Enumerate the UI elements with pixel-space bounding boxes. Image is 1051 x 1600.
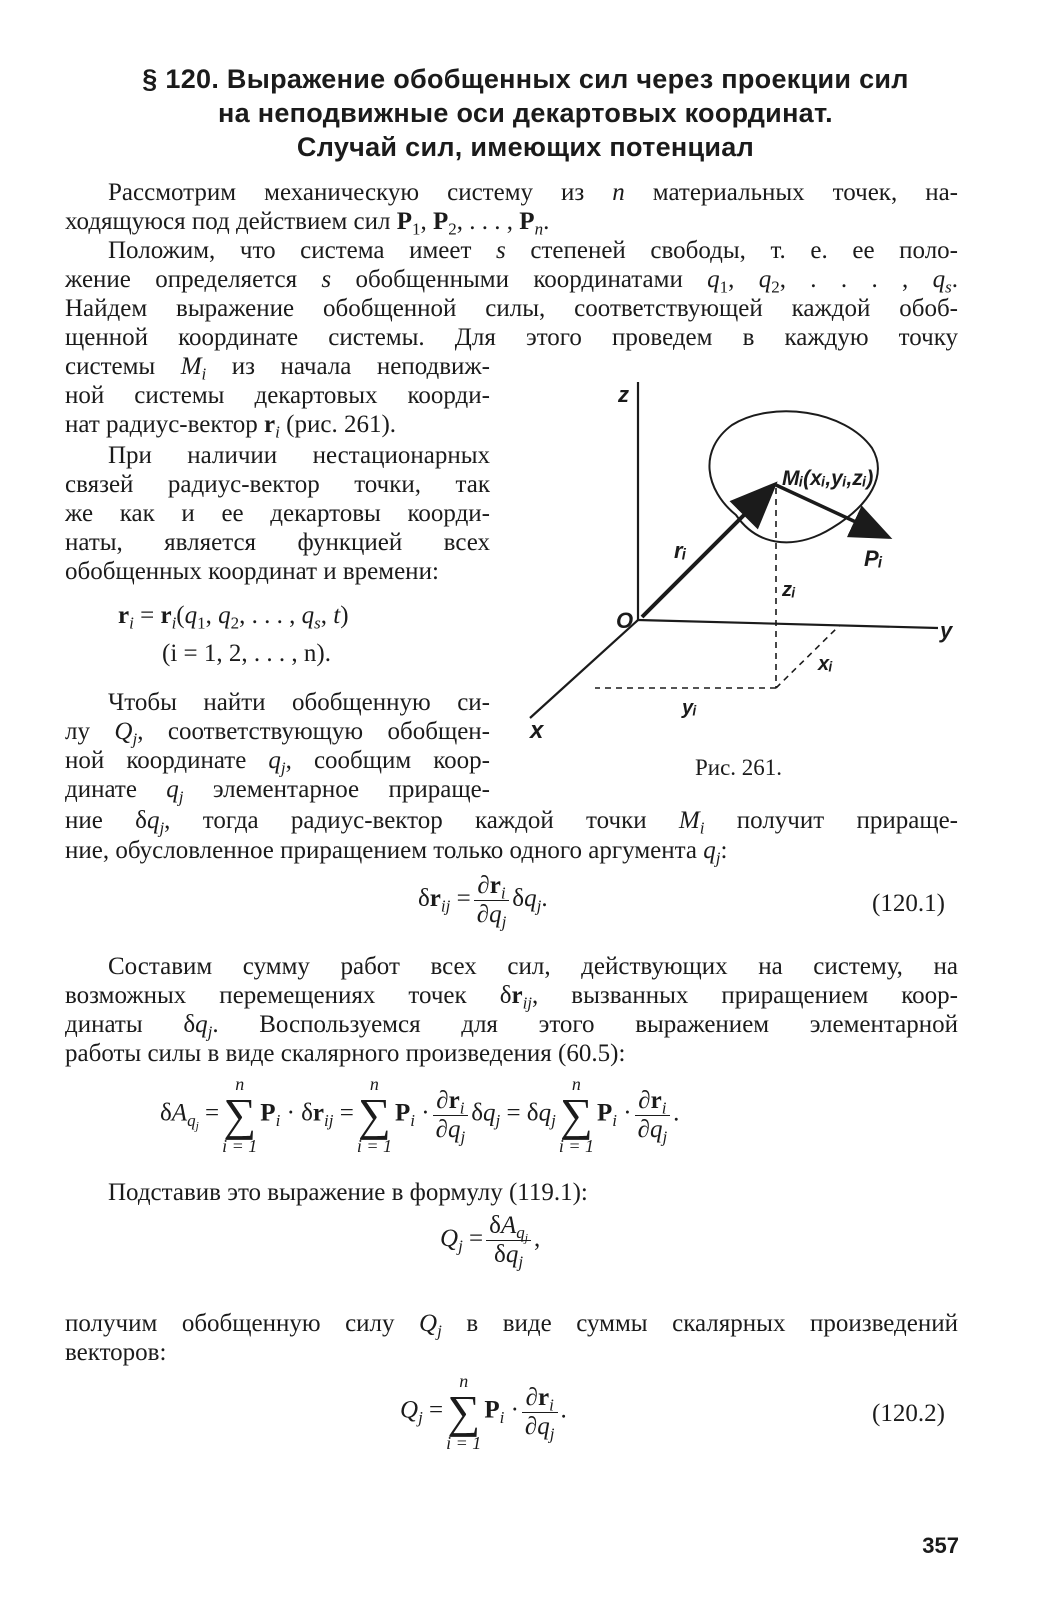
equation-virtual-work: $\delta A_{q_j}$ = n ∑ i = 1 $P_i \cdot \delta r_{ij}$ = n ∑ i = 1 $P_i$ · $\frac{\partial r_i}{\partial q_j}$ $\delta q_j = \delta q_j$ n ∑ i = 1 $P_i$ · $\frac{\partial r_i}{\partial q_j}$ . xyxy=(160,1074,680,1156)
text-line: динате $q_j$ элементарное прираще- xyxy=(65,776,490,807)
text-line: обобщенных координат и времени: xyxy=(65,558,439,585)
y-coordinate-label: yᵢ xyxy=(682,697,697,719)
origin-label: O xyxy=(616,608,634,633)
x-axis xyxy=(530,620,638,718)
figure-261 xyxy=(500,370,970,750)
text-line: связей радиус-вектор точки, так xyxy=(65,471,490,498)
text-line: Найдем выражение обобщенной силы, соответствующей каждой обоб- xyxy=(65,295,958,322)
equation-number: (120.2) xyxy=(872,1400,945,1427)
text-line: лу $Q_j$, соответствующую обобщен- xyxy=(65,718,490,749)
y-axis-label: y xyxy=(940,618,953,643)
text-line: динаты $\delta q_j$. Воспользуемся для этого выражением элементарной xyxy=(65,1011,958,1042)
text-line: При наличии нестационарных xyxy=(108,442,490,469)
text-line: нат радиус-вектор $r_i$ (рис. 261). xyxy=(65,411,397,442)
text-line: векторов: xyxy=(65,1339,167,1366)
text-line: системы $M_i$ из начала неподвиж- xyxy=(65,353,490,384)
text-line: Рассмотрим механическую систему из n материальных точек, на- xyxy=(108,179,959,206)
section-heading-line-3: Случай сил, имеющих потенциал xyxy=(296,132,755,162)
text-line: ходящуюся под действием сил $P_1$, $P_2$, . . . , $P_n$. xyxy=(65,208,550,239)
text-line: Составим сумму работ всех сил, действующих на систему, на xyxy=(108,953,958,980)
radius-vector-label: rᵢ xyxy=(674,538,687,563)
z-coordinate-label: zᵢ xyxy=(782,579,796,601)
text-line: Подставив это выражение в формулу (119.1): xyxy=(108,1179,588,1206)
z-axis-label: z xyxy=(618,382,629,407)
force-label: Pᵢ xyxy=(864,546,883,571)
text-line: же как и ее декартовы коорди- xyxy=(65,500,490,527)
y-axis xyxy=(638,620,938,628)
section-heading-line-1: § 120. Выражение обобщенных сил через проекции сил xyxy=(142,64,909,94)
text-line: ной системы декартовых коорди- xyxy=(65,382,490,409)
page-number: 357 xyxy=(922,1533,959,1558)
text-line: ной координате $q_j$, сообщим коор- xyxy=(65,747,490,778)
equation-number: (120.1) xyxy=(872,890,945,917)
x-coordinate-label: xᵢ xyxy=(818,653,833,675)
text-line: щенной координате системы. Для этого проведем в каждую точку xyxy=(65,324,958,351)
equation-generalized-force-definition: $Q_j$ = $\frac{\delta A_{q_j}}{\delta q_j}$ , xyxy=(440,1212,541,1272)
section-heading-line-2: на неподвижные оси декартовых координат. xyxy=(218,98,833,128)
text-line: жение определяется s обобщенными координатами $q_1$, $q_2$, . . . , $q_s$. xyxy=(65,266,958,297)
text-line: работы силы в виде скалярного произведения (60.5): xyxy=(65,1040,626,1067)
text-line: Чтобы найти обобщенную си- xyxy=(108,689,490,716)
equation-index-range: (i = 1, 2, . . . , n). xyxy=(162,640,331,667)
equation-120-2: $Q_j$ = n ∑ i = 1 $P_i$ · $\frac{\partial r_i}{\partial q_j}$ . xyxy=(400,1371,567,1453)
equation-radius-vector: $r_i = r_i(q_1$, $q_2$, . . . , $q_s$, t) xyxy=(118,602,349,633)
figure-caption: Рис. 261. xyxy=(695,755,783,780)
text-line: получим обобщенную силу $Q_j$ в виде суммы скалярных произведений xyxy=(65,1310,958,1341)
radius-vector-arrow xyxy=(642,487,772,617)
text-line: ние $\delta q_j$, тогда радиус-вектор каждой точки $M_i$ получит прираще- xyxy=(65,807,958,838)
text-line: наты, является функцией всех xyxy=(65,529,490,556)
point-label: Mᵢ(xᵢ,yᵢ,zᵢ) xyxy=(782,467,874,490)
equation-120-1: $\delta r_{ij}$ = $\frac{\partial r_i}{\partial q_j}$ $\delta q_j$. xyxy=(418,872,548,932)
text-line: Положим, что система имеет s степеней свободы, т. е. ее поло- xyxy=(108,237,958,264)
text-line: возможных перемещениях точек $\delta r_{ij}$, вызванных приращением коор- xyxy=(65,982,958,1013)
x-axis-label: x xyxy=(530,717,544,744)
text-line: ние, обусловленное приращением только одного аргумента $q_j$: xyxy=(65,837,728,868)
